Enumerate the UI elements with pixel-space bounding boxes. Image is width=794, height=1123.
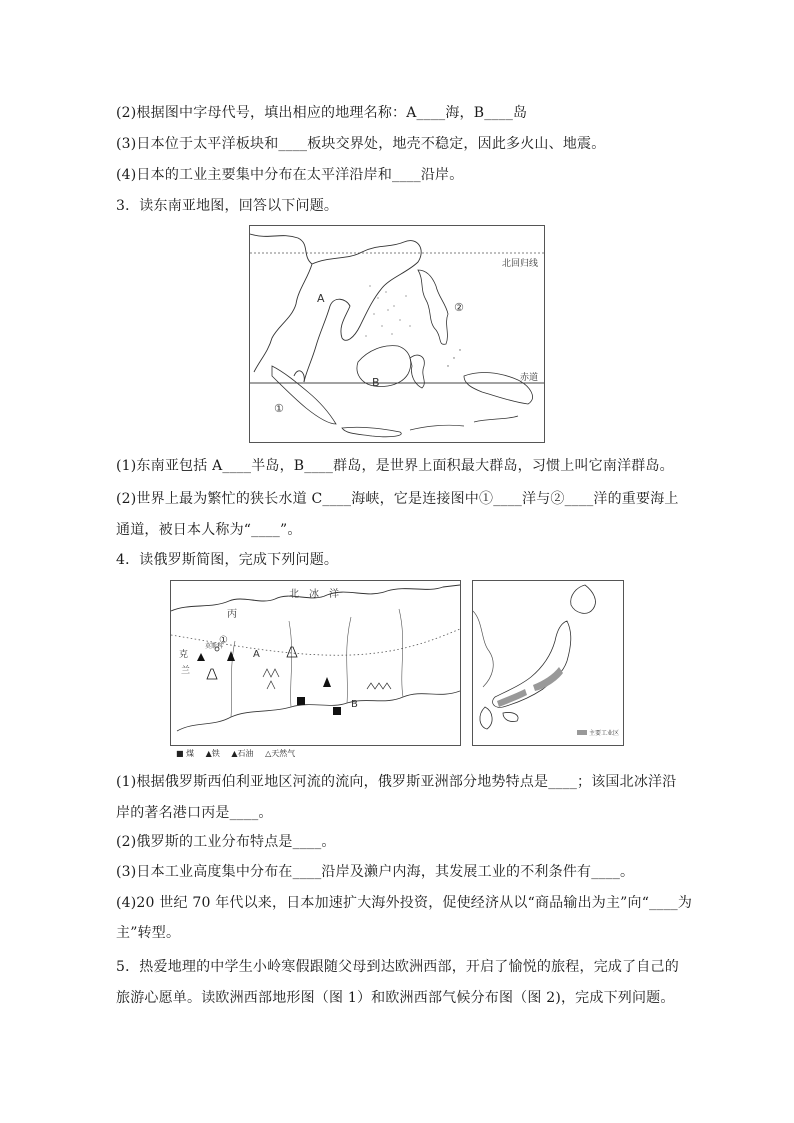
label-b: B	[351, 699, 358, 710]
indochina-coast	[304, 241, 421, 382]
legend-swatch	[577, 730, 587, 735]
iron-symbol	[323, 677, 331, 687]
map-label-2: ②	[454, 301, 464, 314]
question-2-4: (4)日本的工业主要集中分布在太平洋沿岸和____沿岸。	[116, 167, 464, 183]
label-1: ①	[219, 635, 228, 646]
southeast-asia-map	[249, 225, 545, 443]
tropic-label: 北回归线	[502, 259, 539, 269]
question-2-3: (3)日本位于太平洋板块和____板块交界处，地壳不稳定，因此多火山、地震。	[116, 136, 606, 152]
philippines-outline	[418, 270, 448, 344]
question-3-2-line1: (2)世界上最为繁忙的狭长水道 C____海峡，它是连接图中①____洋与②____洋的重要海上	[116, 491, 679, 507]
hokkaido-outline	[571, 585, 596, 613]
legend-iron: ▲铁	[205, 749, 220, 758]
japan-legend-label: 主要工业区	[589, 730, 620, 737]
lesser-islands	[410, 416, 518, 430]
legend-oil-label: 石油	[237, 749, 254, 758]
map-label-b: B	[372, 376, 380, 389]
label-lan: 兰	[181, 666, 191, 676]
borneo-outline	[357, 346, 411, 387]
section-5-line1: 5．热爱地理的中学生小岭寒假跟随父母到达欧洲西部，开启了愉悦的旅程，完成了自己的	[116, 959, 679, 975]
question-3-1: (1)东南亚包括 A____半岛，B____群岛，是世界上面积最大群岛，习惯上叫它南洋群岛。	[116, 458, 674, 474]
question-2-2: (2)根据图中字母代号，填出相应的地理名称：A____海，B____岛	[116, 105, 528, 121]
gas-symbol	[287, 647, 297, 657]
iron-symbol	[197, 653, 205, 661]
legend-iron-label: 铁	[211, 749, 220, 758]
question-3-2-line2: 通道，被日本人称为“____”。	[116, 522, 302, 538]
iron-symbol	[227, 651, 235, 661]
russia-map-drawing	[171, 581, 460, 745]
legend-coal: ■ 煤	[176, 749, 195, 758]
label-moscow: 莫斯科	[205, 643, 224, 650]
legend-gas: △天然气	[265, 749, 296, 758]
japan-map	[472, 580, 624, 746]
question-4-2: (2)俄罗斯的工业分布特点是____。	[116, 834, 336, 850]
question-4-3: (3)日本工业高度集中分布在____沿岸及濑户内海，其发展工业的不利条件有____。	[116, 864, 635, 880]
kyushu-outline	[480, 707, 492, 729]
shikoku-outline	[503, 712, 518, 721]
label-ke: 克	[179, 650, 189, 660]
label-bing: 丙	[227, 609, 237, 620]
malay-tip	[294, 371, 304, 382]
question-4-1-line1: (1)根据俄罗斯西伯利亚地区河流的流向，俄罗斯亚洲部分地势特点是____；该国北冰洋沿	[116, 774, 677, 790]
map-label-1: ①	[274, 402, 284, 415]
mainland-coast	[250, 234, 312, 372]
honshu-outline	[493, 621, 571, 707]
arctic-ocean-label: 北 冰 洋	[289, 589, 339, 600]
southern-border	[177, 691, 460, 731]
equator-label: 赤道	[520, 373, 539, 383]
gas-symbol	[207, 669, 217, 679]
section-3-title: 3．读东南亚地图，回答以下问题。	[116, 198, 339, 214]
japan-map-drawing	[473, 581, 623, 745]
southeast-asia-map-drawing	[250, 226, 544, 442]
question-4-1-line2: 岸的著名港口丙是____。	[116, 805, 273, 821]
question-4-4-line2: 主”转型。	[116, 925, 181, 941]
java-outline	[342, 427, 401, 437]
map-label-a: A	[317, 292, 325, 305]
coal-symbol	[333, 707, 341, 715]
section-4-title: 4．读俄罗斯简图，完成下列问题。	[116, 552, 339, 568]
legend-oil: ▲石油	[231, 749, 254, 758]
label-a: A	[253, 649, 260, 660]
russia-map	[170, 580, 461, 746]
question-4-4-line1: (4)20 世纪 70 年代以来，日本加速扩大海外投资，促使经济从以“商品输出为主”向“____为	[116, 895, 693, 911]
coal-symbol	[297, 697, 305, 705]
ural-hatch	[263, 669, 279, 689]
russia-map-legend	[176, 748, 304, 759]
legend-gas-label: 天然气	[271, 749, 296, 758]
east-hatch	[367, 683, 391, 689]
legend-coal-label: 煤	[186, 749, 195, 758]
korea-coast	[473, 611, 493, 687]
section-5-line2: 旅游心愿单。读欧洲西部地形图（图 1）和欧洲西部气候分布图（图 2)，完成下列问题。	[116, 990, 675, 1006]
